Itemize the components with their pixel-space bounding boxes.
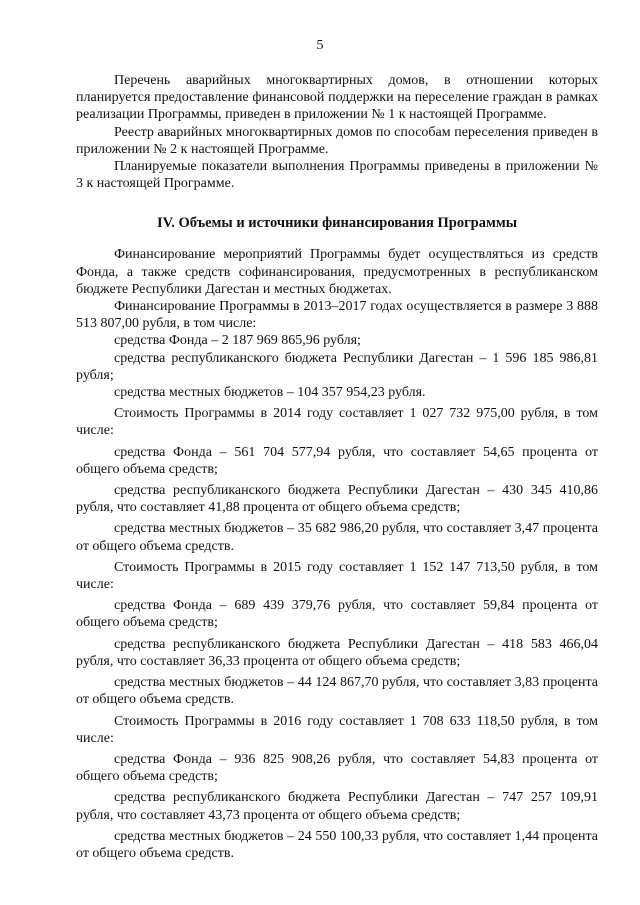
body-paragraph: Стоимость Программы в 2014 году составляет 1 027 732 975,00 рубля, в том числе: [76, 406, 598, 439]
intro-paragraph: Реестр аварийных многоквартирных домов по способам переселения приведен в приложении № 2 к настоящей Программе. [76, 124, 598, 157]
body-paragraph: средства республиканского бюджета Республики Дагестан – 418 583 466,04 рубля, что составляет 36,33 процента от общего объема средств; [76, 636, 598, 669]
intro-paragraph: Планируемые показатели выполнения Программы приведены в приложении № 3 к настоящей Программе. [76, 159, 598, 192]
body-paragraph: средства местных бюджетов – 44 124 867,70 рубля, что составляет 3,83 процента от общего объема средств. [76, 675, 598, 708]
body-paragraph: Финансирование мероприятий Программы будет осуществляться из средств Фонда, а также средств софинансирования, предусмотренных в республиканском бюджете Республики Дагестан и местных бюджетах. [76, 247, 598, 297]
body-paragraph: Стоимость Программы в 2016 году составляет 1 708 633 118,50 рубля, в том числе: [76, 713, 598, 746]
body-paragraph: средства Фонда – 689 439 379,76 рубля, что составляет 59,84 процента от общего объема средств; [76, 598, 598, 631]
intro-paragraph: Перечень аварийных многоквартирных домов, в отношении которых планируется предоставление финансовой поддержки на переселение граждан в рамках реализации Программы, приведен в приложении № 1 к настоящей Программе. [76, 73, 598, 123]
body-paragraph: средства республиканского бюджета Республики Дагестан – 747 257 109,91 рубля, что составляет 43,73 процента от общего объема средств; [76, 790, 598, 823]
body-paragraph: средства местных бюджетов – 24 550 100,33 рубля, что составляет 1,44 процента от общего объема средств. [76, 828, 598, 861]
page-number: 5 [316, 38, 324, 53]
body-paragraph: Финансирование Программы в 2013–2017 годах осуществляется в размере 3 888 513 807,00 рубля, в том числе: [76, 299, 598, 332]
body-paragraph: средства Фонда – 561 704 577,94 рубля, что составляет 54,65 процента от общего объема средств; [76, 444, 598, 477]
body-paragraph: средства Фонда – 2 187 969 865,96 рубля; [114, 333, 361, 349]
body-paragraph: средства республиканского бюджета Республики Дагестан – 1 596 185 986,81 рубля; [76, 350, 598, 383]
body-paragraph: средства республиканского бюджета Республики Дагестан – 430 345 410,86 рубля, что составляет 41,88 процента от общего объема средств; [76, 483, 598, 516]
section-heading: IV. Объемы и источники финансирования Программы [156, 215, 518, 232]
body-paragraph: Стоимость Программы в 2015 году составляет 1 152 147 713,50 рубля, в том числе: [76, 559, 598, 593]
body-paragraph: средства Фонда – 936 825 908,26 рубля, что составляет 54,83 процента от общего объема средств; [76, 751, 598, 785]
page-content [76, 72, 598, 862]
body-paragraph: средства местных бюджетов – 35 682 986,20 рубля, что составляет 3,47 процента от общего объема средств. [76, 521, 598, 554]
body-paragraph: средства местных бюджетов – 104 357 954,23 рубля. [114, 385, 426, 401]
